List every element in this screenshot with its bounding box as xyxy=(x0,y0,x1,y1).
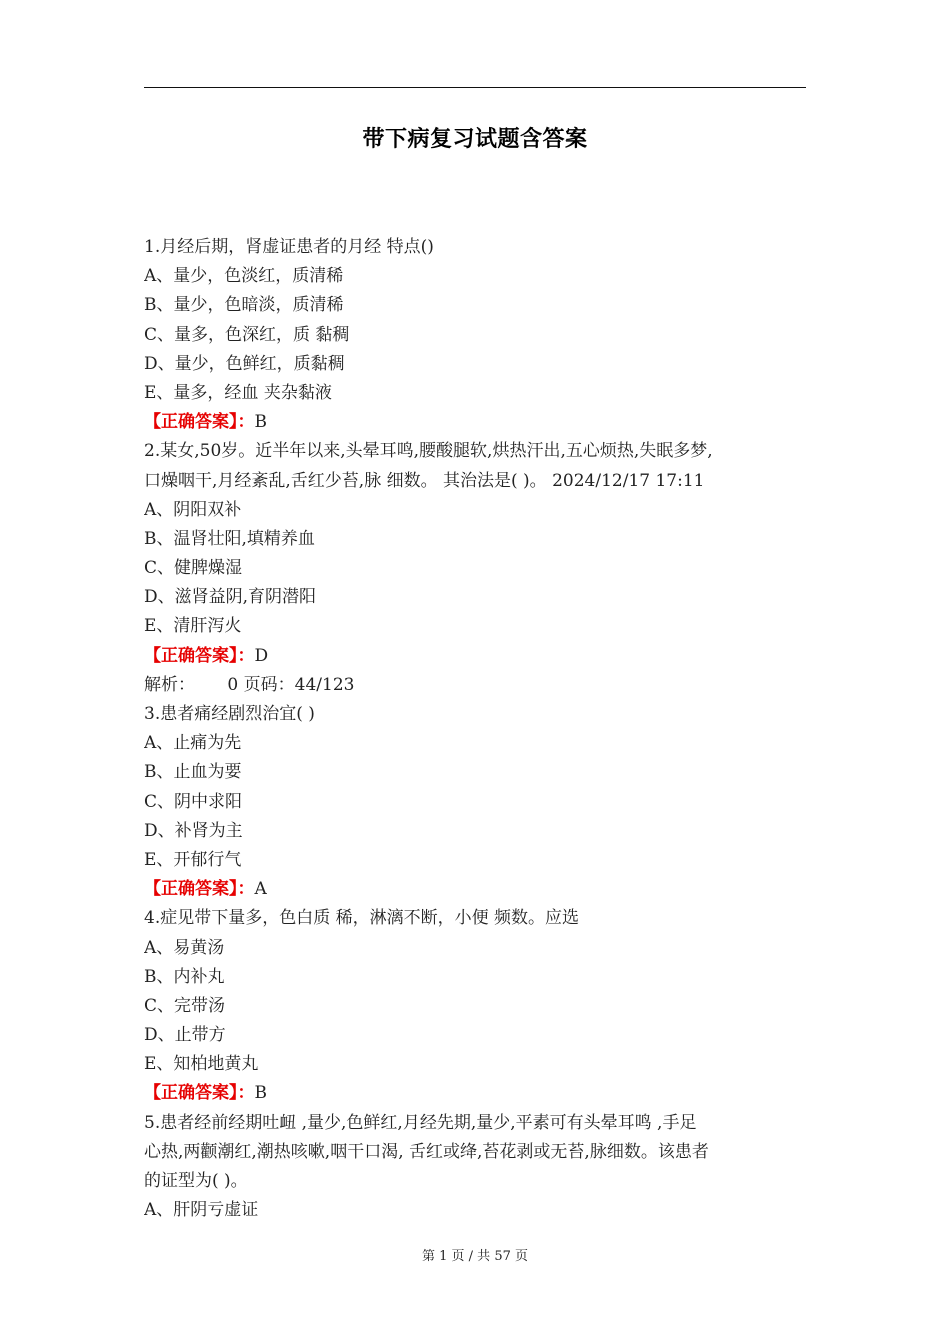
option-a: A、易黄汤 xyxy=(144,937,225,958)
option-d: D、滋肾益阴,育阴潜阳 xyxy=(144,587,317,608)
header-rule xyxy=(144,87,806,88)
option-b: B、内补丸 xyxy=(144,966,225,987)
option-e: E、知柏地黄丸 xyxy=(144,1054,259,1075)
document-title: 带下病复习试题含答案 xyxy=(362,127,588,152)
option-b: B、温肾壮阳,填精养血 xyxy=(144,528,315,549)
answer-label: 【正确答案】： xyxy=(144,1083,255,1104)
correct-answer xyxy=(144,1079,810,1108)
answer-value: B xyxy=(254,1083,267,1104)
question-2 xyxy=(144,437,810,700)
question-4 xyxy=(144,904,810,1108)
option-e: E、开郁行气 xyxy=(144,849,242,870)
correct-answer xyxy=(144,875,810,904)
question-stem: 3.患者痛经剧烈治宜( ) xyxy=(144,704,315,724)
option-e: E、清肝泻火 xyxy=(144,616,242,637)
analysis-line: 解析： 0 页码：44/123 xyxy=(144,674,355,695)
option-d: D、补肾为主 xyxy=(144,820,243,841)
question-list xyxy=(144,233,810,1225)
correct-answer xyxy=(144,642,810,671)
answer-label: 【正确答案】： xyxy=(144,879,255,900)
question-stem: 的证型为( )。 xyxy=(144,1171,248,1191)
option-e: E、量多，经血 夹杂黏液 xyxy=(144,382,332,403)
question-5 xyxy=(144,1109,810,1226)
question-1 xyxy=(144,233,810,437)
answer-value: D xyxy=(254,645,269,666)
question-3 xyxy=(144,700,810,904)
answer-label: 【正确答案】： xyxy=(144,412,255,433)
option-c: C、阴中求阳 xyxy=(144,791,243,812)
question-stem: 2.某女,50岁。近半年以来,头晕耳鸣,腰酸腿软,烘热汗出,五心烦热,失眠多梦, xyxy=(144,441,713,462)
option-c: C、健脾燥湿 xyxy=(144,558,243,579)
option-a: A、阴阳双补 xyxy=(144,499,242,520)
option-c: C、完带汤 xyxy=(144,995,226,1016)
answer-value: A xyxy=(254,879,267,900)
answer-label: 【正确答案】： xyxy=(144,645,255,666)
question-stem: 口燥咽干,月经紊乱,舌红少苔,脉 细数。 其治法是( )。 2024/12/17 17:11 xyxy=(144,470,705,491)
answer-value: B xyxy=(254,412,267,433)
option-b: B、量少，色暗淡，质清稀 xyxy=(144,295,344,316)
option-d: D、止带方 xyxy=(144,1025,226,1046)
question-stem: 4.症见带下量多，色白质 稀，淋漓不断，小便 频数。应选 xyxy=(144,908,580,929)
option-d: D、量少，色鲜红，质黏稠 xyxy=(144,353,345,374)
question-stem: 1.月经后期，肾虚证患者的月经 特点() xyxy=(144,237,434,257)
option-a: A、量少，色淡红，质清稀 xyxy=(144,266,344,287)
correct-answer xyxy=(144,408,810,437)
question-stem: 心热,两颧潮红,潮热咳嗽,咽干口渴, 舌红或绛,苔花剥或无苔,脉细数。该患者 xyxy=(144,1141,709,1162)
option-c: C、量多，色深红，质 黏稠 xyxy=(144,324,350,345)
question-stem: 5.患者经前经期吐衄 ,量少,色鲜红,月经先期,量少,平素可有头晕耳鸣 ,手足 xyxy=(144,1112,697,1133)
option-a: A、止痛为先 xyxy=(144,733,242,754)
option-b: B、止血为要 xyxy=(144,762,242,783)
page-footer: 第 1 页 / 共 57 页 xyxy=(422,1249,528,1264)
option-a: A、肝阴亏虚证 xyxy=(144,1200,259,1221)
